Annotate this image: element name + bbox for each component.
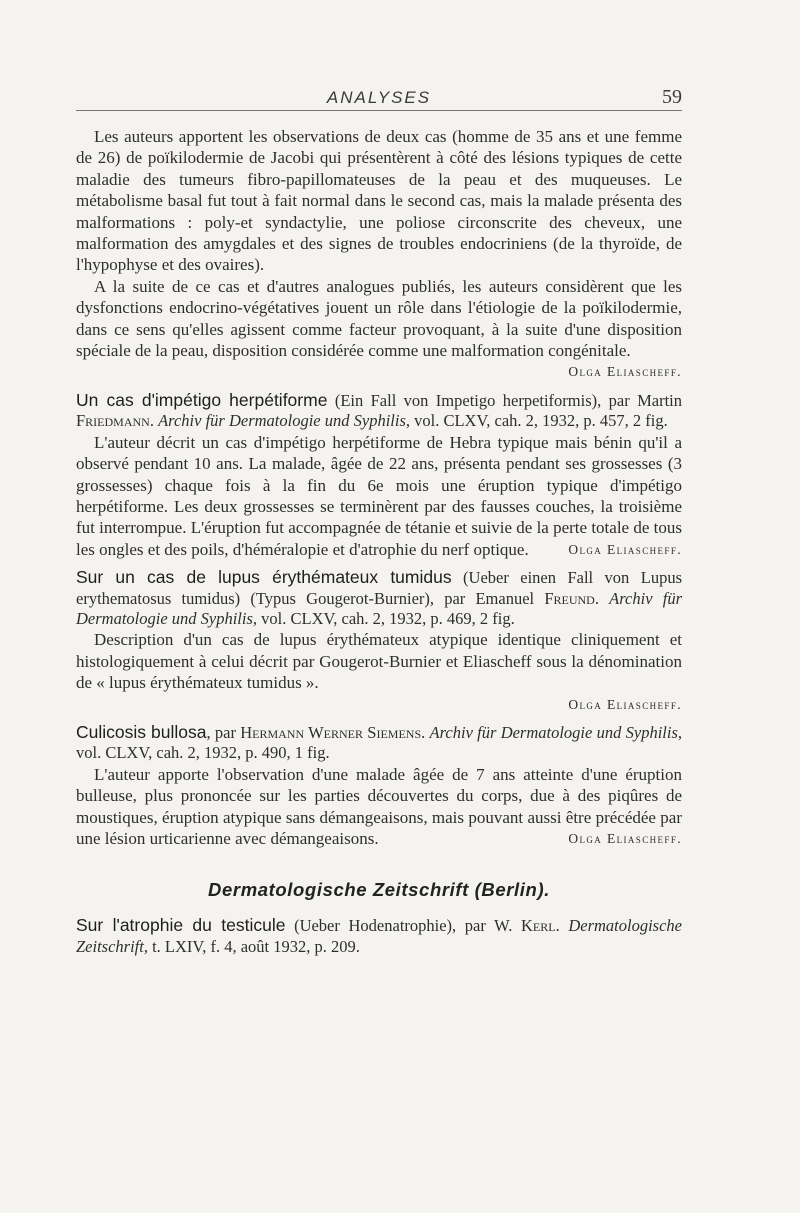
entry-body: Description d'un cas de lupus érythémateux atypique identique cliniquement et histologiquement à celui décrit par Gougerot-Burnier et Eliascheff sous la dénomination de « lupus érythémateux tumidus ». — [76, 630, 682, 693]
section-title: Dermatologische Zeitschrift (Berlin). — [208, 879, 550, 901]
entry-signature: Olga Eliascheff. — [568, 541, 682, 557]
entry-citation: (Ueber einen Fall von Lupus erythematosus tumidus) (Typus Gougerot-Burnier), par Emanuel — [76, 568, 682, 608]
entry-body-text: L'auteur décrit un cas d'impétigo herpétiforme de Hebra typique mais bénin qu'il a observé pendant 10 ans. La malade, âgée de 22 ans, présenta pendant ses grossesses (3 grossesses) chaque fois à la fin du 6e mois une éruption typique d'impétigo herpétiforme. Les deux grossesses se terminèrent par des fausses couches, la troisième fut interrompue. L'éruption fut accompagnée de tétanie et suivie de la perte totale de tous les ongles et des poils, d'héméralopie et d'atrophie du nerf optique. — [76, 432, 682, 559]
entry-heading — [76, 567, 682, 629]
entry-title: Sur un cas de lupus érythémateux tumidus — [76, 567, 452, 588]
entry-body — [76, 764, 682, 850]
entry-signature: Olga Eliascheff. — [568, 696, 682, 712]
entry-citation: (Ein Fall von Impetigo herpetiformis), par Martin — [327, 390, 682, 410]
review-entry-atrophie — [76, 915, 682, 957]
header-rule — [76, 110, 682, 111]
entry-citation: , par — [206, 722, 241, 742]
entry-journal: Archiv für Dermatologie und Syphilis — [158, 411, 406, 431]
intro-signature: Olga Eliascheff. — [568, 364, 682, 380]
page-number: 59 — [662, 86, 682, 108]
entry-journal: Dermatologische Zeitschrift — [76, 916, 682, 956]
entry-author: Kerl. — [521, 916, 560, 936]
entry-title: Culicosis bullosa — [76, 721, 207, 742]
page-header — [76, 82, 682, 112]
entry-title: Sur l'atrophie du testicule — [76, 915, 286, 936]
entry-heading — [76, 915, 682, 957]
intro-paragraph-1: Les auteurs apportent les observations de deux cas (homme de 35 ans et une femme de 26) de poïkilodermie de Jacobi qui présentèrent à côté des lésions typiques de cette maladie des tumeurs fibro-papillomateuses de la peau et des muqueuses. Le métabolisme basal fut tout à fait normal dans le second cas, mais la malade présenta des malformations : poly-et syndactylie, une poliose circonscrite des cheveux, une malformation des amygdales et des signes de troubles endocriniens (de la thyroïde, de l'hypophyse et des ovaires). — [76, 127, 682, 275]
entry-citation-details: , t. LXIV, f. 4, août 1932, p. 209. — [143, 936, 360, 956]
entry-citation: (Ueber Hodenatrophie), par W. — [285, 916, 521, 936]
entry-signature: Olga Eliascheff. — [568, 831, 682, 846]
entry-heading — [76, 722, 682, 764]
article-body — [76, 126, 682, 957]
intro-paragraph-2: A la suite de ce cas et d'autres analogues publiés, les auteurs considèrent que les dysfonctions endocrino-végétatives jouent un rôle dans l'étiologie de la poïkilodermie, dans ce sens qu'elles agissent comme facteur provoquant, à la suite d'une disposition spéciale de la peau, disposition considérée comme une malformation congénitale. — [76, 276, 682, 361]
review-entry-impetigo — [76, 390, 682, 560]
entry-title: Un cas d'impétigo herpétiforme — [76, 389, 328, 410]
entry-author: Friedmann. — [76, 411, 154, 431]
entry-author: Freund. — [544, 588, 599, 608]
review-entry-culicosis — [76, 722, 682, 849]
entry-journal: Archiv für Dermatologie und Syphilis — [429, 722, 678, 742]
entry-body-text: L'auteur apporte l'observation d'une malade âgée de 7 ans atteinte d'une éruption bulleuse, plus prononcée sur les parties découvertes du corps, due à des piqûres de moustiques, éruption atypique sans démangeaisons, mais pouvant aussi être précédée par une lésion urticarienne avec démangeaisons. — [76, 764, 682, 848]
entry-citation-details: , vol. CLXV, cah. 2, 1932, p. 457, 2 fig. — [405, 411, 668, 431]
entry-author: Hermann Werner Siemens. — [240, 722, 426, 742]
entry-body — [76, 432, 682, 560]
running-title: ANALYSES — [326, 88, 432, 107]
entry-heading — [76, 390, 682, 432]
entry-citation-details: , vol. CLXV, cah. 2, 1932, p. 490, 1 fig. — [76, 722, 682, 763]
entry-citation-details: , vol. CLXV, cah. 2, 1932, p. 469, 2 fig. — [252, 608, 515, 628]
review-entry-lupus — [76, 567, 682, 715]
entry-journal: Archiv für Dermatologie und Syphilis — [76, 588, 682, 628]
